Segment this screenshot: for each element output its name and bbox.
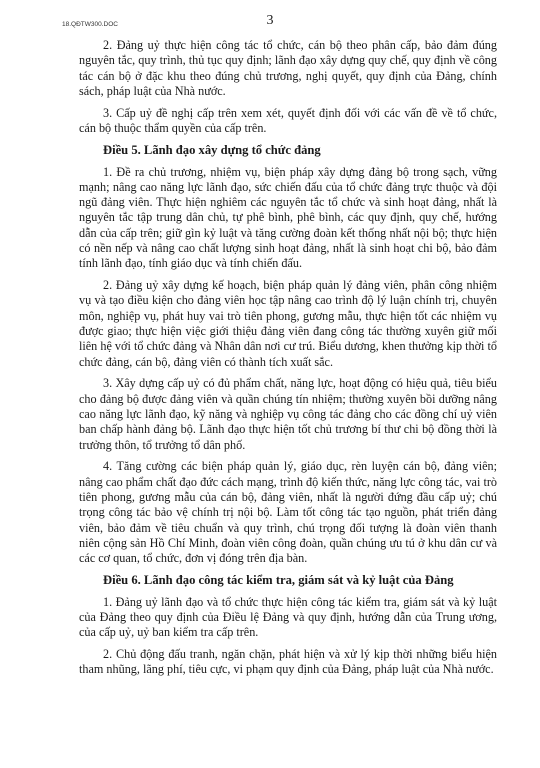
page-number: 3 xyxy=(266,13,274,28)
paragraph: 2. Đảng uỷ thực hiện công tác tổ chức, cán bộ theo phân cấp, bảo đảm đúng nguyên tắc, quy trình, thủ tục quy định; lãnh đạo xây dựng quy chế, quy định về công tác cán bộ ở đặc khu theo đúng chủ trương, nghị quyết, quy định của Đảng, chính sách, pháp luật của Nhà nước. xyxy=(79,38,497,98)
document-body xyxy=(79,38,497,684)
paragraph: 2. Chủ động đấu tranh, ngăn chặn, phát hiện và xử lý kịp thời những biểu hiện tham nhũng, lãng phí, tiêu cực, vi phạm quy định của Đảng, pháp luật của Nhà nước. xyxy=(79,647,497,677)
paragraph: 3. Xây dựng cấp uỷ có đủ phẩm chất, năng lực, hoạt động có hiệu quả, tiêu biểu cho đảng bộ được đảng viên và quần chúng tín nhiệm; thường xuyên bồi dưỡng nâng cao năng lực lãnh đạo, kỹ năng và nghiệp vụ công tác đảng cho các đồng chí uỷ viên ban chấp hành đảng bộ. Lãnh đạo thực hiện tốt chủ trương bí thư chi bộ đồng thời là trưởng thôn, tổ trưởng tổ dân phố. xyxy=(79,376,497,452)
article-heading-6: Điều 6. Lãnh đạo công tác kiểm tra, giám sát và kỷ luật của Đảng xyxy=(103,573,454,587)
paragraph: 1. Đảng uỷ lãnh đạo và tổ chức thực hiện công tác kiểm tra, giám sát và kỷ luật của Đảng theo quy định của Điều lệ Đảng và quy định, hướng dẫn của Trung ương, của cấp uỷ, uỷ ban kiểm tra cấp trên. xyxy=(79,594,497,640)
article-heading-5: Điều 5. Lãnh đạo xây dựng tổ chức đảng xyxy=(103,142,321,157)
paragraph: 2. Đảng uỷ xây dựng kế hoạch, biện pháp quản lý đảng viên, phân công nhiệm vụ và tạo điều kiện cho đảng viên học tập nâng cao trình độ lý luận chính trị, chuyên môn, nghiệp vụ, phát huy vai trò tiên phong, gương mẫu, thực hiện tốt các nhiệm vụ được giao; thực hiện việc giới thiệu đảng viên đang công tác thường xuyên giữ mối liên hệ với tổ chức đảng và Nhân dân nơi cư trú. Biểu dương, khen thưởng kịp thời tổ chức đảng, cán bộ, đảng viên có thành tích xuất sắc. xyxy=(79,278,497,369)
file-label: 18.QĐTW300.DOC xyxy=(62,21,118,28)
paragraph: 3. Cấp uỷ đề nghị cấp trên xem xét, quyết định đối với các vấn đề về tổ chức, cán bộ thuộc thẩm quyền của cấp trên. xyxy=(79,105,497,135)
paragraph: 1. Đề ra chủ trương, nhiệm vụ, biện pháp xây dựng đảng bộ trong sạch, vững mạnh; nâng cao năng lực lãnh đạo, sức chiến đấu của tổ chức đảng trực thuộc và đội ngũ đảng viên. Thực hiện nghiêm các nguyên tắc tổ chức và sinh hoạt đảng, nhất là nguyên tắc tập trung dân chủ, tự phê bình, phê bình, các quy định, quy chế, hướng dẫn của cấp trên; giữ gìn kỷ luật và tăng cường đoàn kết thống nhất nội bộ; thực hiện có nền nếp và nâng cao chất lượng sinh hoạt đảng, nhất là sinh hoạt chi bộ, bảo đảm tính lãnh đạo, tính giáo dục và tính chiến đấu. xyxy=(79,164,497,271)
paragraph: 4. Tăng cường các biện pháp quản lý, giáo dục, rèn luyện cán bộ, đảng viên; nâng cao phẩm chất đạo đức cách mạng, trình độ kiến thức, năng lực công tác, vai trò tiên phong, gương mẫu của cán bộ, đảng viên, nhất là người đứng đầu cấp uỷ; chú trọng công tác bảo vệ chính trị nội bộ. Làm tốt công tác tạo nguồn, phát triển đảng viên, bảo đảm về tiêu chuẩn và quy trình, chú trọng đối tượng là đoàn viên thanh niên cộng sản Hồ Chí Minh, đoàn viên công đoàn, quần chúng ưu tú ở khu dân cư và các cơ quan, tổ chức, đơn vị đóng trên địa bàn. xyxy=(79,459,497,566)
